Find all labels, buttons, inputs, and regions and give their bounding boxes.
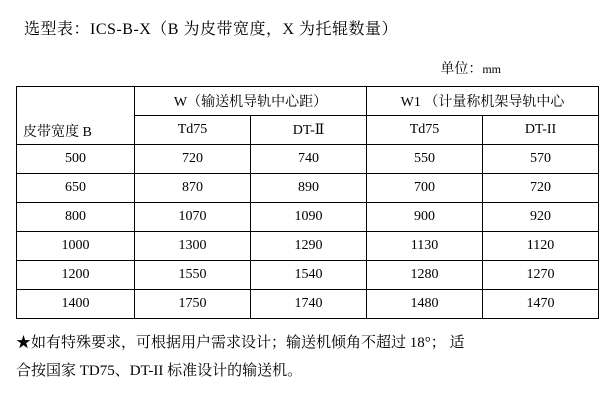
cell-w1-dt2: 1270 bbox=[483, 261, 599, 290]
cell-w-td75: 1550 bbox=[135, 261, 251, 290]
note-line-1: ★如有特殊要求，可根据用户需求设计；输送机倾角不超过 18°； 适 bbox=[16, 335, 465, 351]
cell-w1-td75: 1130 bbox=[367, 232, 483, 261]
cell-w1-dt2: 1470 bbox=[483, 290, 599, 319]
sub-header-w-dt2: DT-Ⅱ bbox=[251, 116, 367, 145]
group-header-w1: W1 （计量称机架导轨中心 bbox=[367, 87, 599, 116]
cell-w1-td75: 550 bbox=[367, 145, 483, 174]
cell-w1-td75: 1480 bbox=[367, 290, 483, 319]
table-row bbox=[17, 145, 599, 174]
note-line-2: 合按国家 TD75、DT-II 标准设计的输送机。 bbox=[16, 363, 303, 379]
cell-belt-width: 1400 bbox=[17, 290, 135, 319]
cell-w1-td75: 900 bbox=[367, 203, 483, 232]
cell-w1-td75: 1280 bbox=[367, 261, 483, 290]
cell-belt-width: 500 bbox=[17, 145, 135, 174]
corner-cell bbox=[17, 87, 135, 145]
sub-header-w1-dt2: DT-II bbox=[483, 116, 599, 145]
table-row bbox=[17, 232, 599, 261]
sub-header-w-td75: Td75 bbox=[135, 116, 251, 145]
table-row bbox=[17, 174, 599, 203]
cell-w-dt2: 1090 bbox=[251, 203, 367, 232]
cell-w1-dt2: 1120 bbox=[483, 232, 599, 261]
group-header-w: W（输送机导轨中心距） bbox=[135, 87, 367, 116]
cell-w-td75: 720 bbox=[135, 145, 251, 174]
table-row bbox=[17, 203, 599, 232]
table-row bbox=[17, 290, 599, 319]
cell-w-td75: 1300 bbox=[135, 232, 251, 261]
cell-w-dt2: 890 bbox=[251, 174, 367, 203]
cell-w-dt2: 1540 bbox=[251, 261, 367, 290]
spec-table bbox=[16, 86, 599, 319]
cell-w1-dt2: 570 bbox=[483, 145, 599, 174]
cell-belt-width: 1200 bbox=[17, 261, 135, 290]
cell-w-dt2: 1740 bbox=[251, 290, 367, 319]
cell-w1-dt2: 920 bbox=[483, 203, 599, 232]
cell-w1-dt2: 720 bbox=[483, 174, 599, 203]
cell-w1-td75: 700 bbox=[367, 174, 483, 203]
cell-belt-width: 800 bbox=[17, 203, 135, 232]
cell-w-td75: 1070 bbox=[135, 203, 251, 232]
cell-w-td75: 870 bbox=[135, 174, 251, 203]
cell-belt-width: 1000 bbox=[17, 232, 135, 261]
table-header-row-1 bbox=[17, 87, 599, 116]
cell-w-td75: 1750 bbox=[135, 290, 251, 319]
table-row bbox=[17, 261, 599, 290]
page-title: 选型表：ICS-B-X（B 为皮带宽度，X 为托辊数量） bbox=[24, 21, 399, 38]
sub-header-w1-td75: Td75 bbox=[367, 116, 483, 145]
unit-value: mm bbox=[482, 62, 501, 76]
corner-header-label: 皮带宽度 B bbox=[23, 125, 92, 140]
unit-label bbox=[440, 58, 501, 78]
cell-w-dt2: 1290 bbox=[251, 232, 367, 261]
cell-belt-width: 650 bbox=[17, 174, 135, 203]
cell-w-dt2: 740 bbox=[251, 145, 367, 174]
unit-text: 单位： bbox=[440, 62, 483, 77]
